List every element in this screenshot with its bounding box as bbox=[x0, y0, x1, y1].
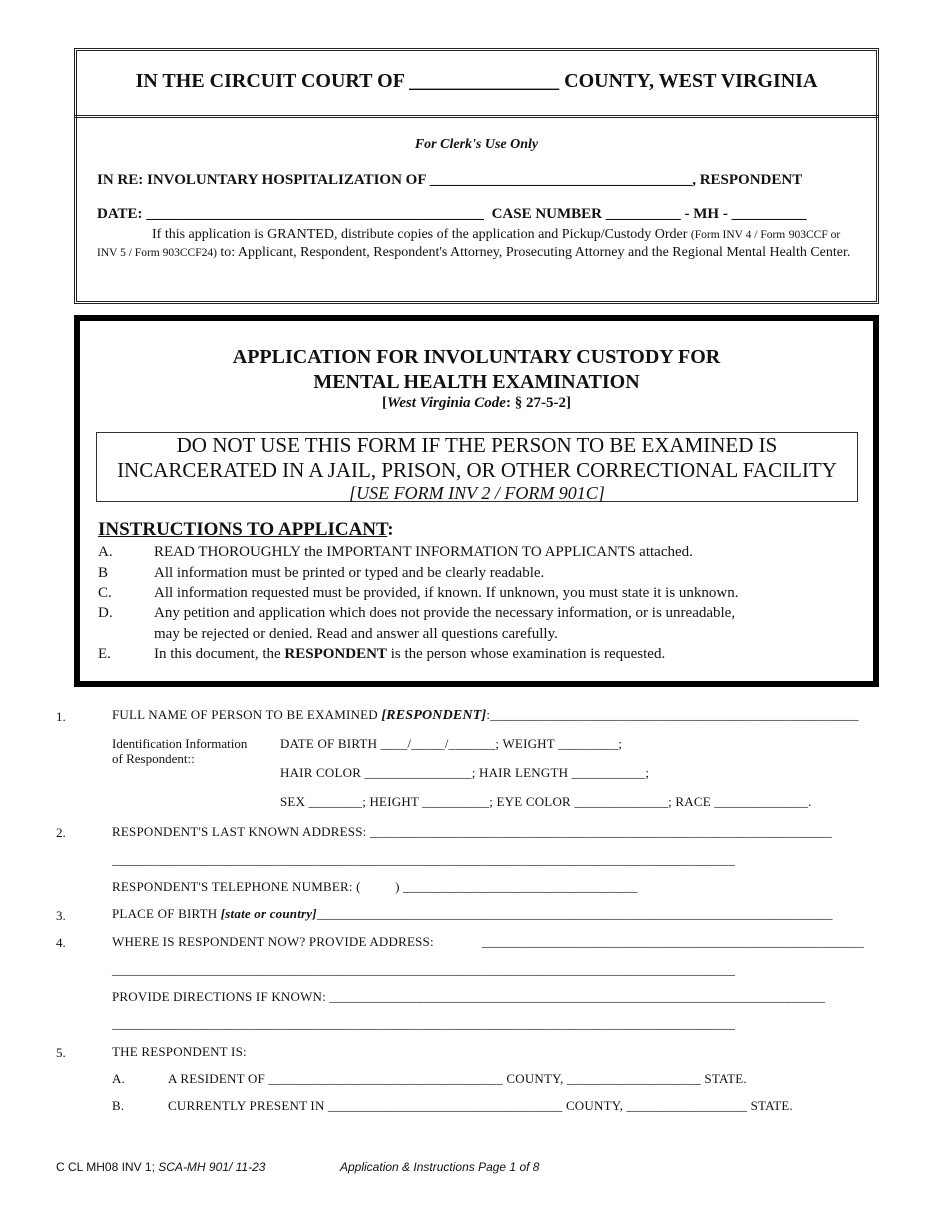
warning-line-2: INCARCERATED IN A JAIL, PRISON, OR OTHER CORRECTIONAL FACILITY bbox=[117, 458, 837, 482]
court-title-text: IN THE CIRCUIT COURT OF _______________ COUNTY, WEST VIRGINIA bbox=[135, 70, 818, 92]
instructions-heading bbox=[98, 519, 394, 541]
instruction-letter: C. bbox=[98, 585, 112, 601]
mh-label: - MH - bbox=[684, 206, 728, 222]
form-code bbox=[56, 1160, 265, 1174]
full-name-field[interactable]: :_______________________________________________________ bbox=[486, 707, 859, 722]
distribution-text-3: Mental Health Center. bbox=[726, 245, 851, 260]
citation-code: West Virginia Code bbox=[387, 395, 506, 411]
telephone-line bbox=[112, 879, 638, 895]
option-letter: B. bbox=[112, 1098, 125, 1113]
application-title-line-2: MENTAL HEALTH EXAMINATION bbox=[313, 371, 640, 393]
statute-citation bbox=[74, 395, 879, 412]
current-address-field[interactable]: _________________________________________________________ bbox=[482, 934, 864, 949]
respondent-is-label: THE RESPONDENT IS: bbox=[112, 1044, 247, 1059]
in-re-line bbox=[97, 172, 802, 189]
warning-form-reference: [USE FORM INV 2 / FORM 901C] bbox=[349, 483, 605, 503]
q1-full-name bbox=[112, 707, 859, 724]
instruction-e-bold: RESPONDENT bbox=[284, 646, 387, 662]
last-known-address-field[interactable]: RESPONDENT'S LAST KNOWN ADDRESS: _____________________________________________________________________ bbox=[112, 824, 833, 839]
date-field[interactable]: _____________________________________________ bbox=[146, 206, 484, 222]
question-number: 1. bbox=[56, 709, 66, 724]
question-number: 4. bbox=[56, 935, 66, 950]
directions-field[interactable]: PROVIDE DIRECTIONS IF KNOWN: __________________________________________________________________________ bbox=[112, 989, 826, 1004]
question-number: 3. bbox=[56, 908, 66, 923]
citation-section: : § 27-5-2] bbox=[505, 395, 571, 411]
instruction-letter: A. bbox=[98, 544, 113, 560]
date-label: DATE: bbox=[97, 206, 143, 222]
citation-open: [ bbox=[382, 395, 388, 411]
instruction-text: may be rejected or denied. Read and answer all questions carefully. bbox=[154, 626, 558, 642]
question-number: 5. bbox=[56, 1045, 66, 1060]
instruction-text-respondent bbox=[154, 646, 665, 663]
court-title bbox=[74, 48, 879, 118]
currently-present-field[interactable]: CURRENTLY PRESENT IN ___________________________________ COUNTY, __________________ STATE. bbox=[168, 1098, 793, 1113]
area-code-field[interactable]: ( ) bbox=[356, 879, 400, 894]
mh-field[interactable]: __________ bbox=[731, 206, 807, 222]
instruction-text: All information requested must be provided, if known. If unknown, you must state it is unknown. bbox=[154, 585, 739, 601]
q1-label: FULL NAME OF PERSON TO BE EXAMINED bbox=[112, 707, 378, 722]
address-line-2[interactable]: _____________________________________________________________________________________________ bbox=[112, 852, 736, 867]
current-address-line-2[interactable]: _____________________________________________________________________________________________ bbox=[112, 962, 736, 977]
form-code-revision: SCA-MH 901/ 11-23 bbox=[158, 1160, 266, 1174]
instruction-e-pre: In this document, the bbox=[154, 646, 281, 662]
instruction-letter: D. bbox=[98, 605, 113, 621]
warning-line-1: DO NOT USE THIS FORM IF THE PERSON TO BE EXAMINED IS bbox=[176, 433, 778, 457]
hair-fields[interactable]: HAIR COLOR ________________; HAIR LENGTH ___________; bbox=[280, 765, 650, 780]
in-re-suffix: , RESPONDENT bbox=[692, 172, 803, 188]
instruction-letter: E. bbox=[98, 646, 111, 662]
place-of-birth-field[interactable]: _____________________________________________________________________________ bbox=[316, 906, 833, 921]
case-number-field[interactable]: __________ bbox=[605, 206, 681, 222]
dob-weight-fields[interactable]: DATE OF BIRTH ____/_____/_______; WEIGHT _________; bbox=[280, 736, 623, 751]
instructions-heading-colon: : bbox=[387, 519, 394, 540]
resident-of-field[interactable]: A RESIDENT OF ___________________________________ COUNTY, ____________________ STATE. bbox=[168, 1071, 747, 1086]
place-of-birth-hint: [state or country] bbox=[220, 906, 317, 921]
telephone-field[interactable]: ___________________________________ bbox=[403, 879, 638, 894]
instruction-text: All information must be printed or typed and be clearly readable. bbox=[154, 565, 545, 581]
instruction-text: Any petition and application which does not provide the necessary information, or is unreadable, bbox=[154, 605, 736, 621]
in-re-prefix: IN RE: INVOLUNTARY HOSPITALIZATION OF bbox=[97, 172, 426, 188]
case-number-label: CASE NUMBER bbox=[491, 206, 602, 222]
telephone-label: RESPONDENT'S TELEPHONE NUMBER: bbox=[112, 879, 353, 894]
q1-respondent-tag: [RESPONDENT] bbox=[381, 708, 487, 723]
clerk-use-label: For Clerk's Use Only bbox=[414, 137, 539, 152]
current-location-label: WHERE IS RESPONDENT NOW? PROVIDE ADDRESS: bbox=[112, 934, 434, 949]
identification-label-2: of Respondent:: bbox=[112, 751, 195, 766]
place-of-birth-line bbox=[112, 906, 833, 922]
form-code-text: C CL MH08 INV 1; bbox=[56, 1160, 155, 1174]
distribution-form-ref-1: (Form INV 4 / Form bbox=[690, 229, 786, 241]
distribution-note bbox=[97, 226, 857, 262]
application-title bbox=[74, 345, 879, 395]
sex-height-eye-race-fields[interactable]: SEX ________; HEIGHT __________; EYE COLOR ______________; RACE ______________. bbox=[280, 794, 812, 809]
instructions-heading-text: INSTRUCTIONS TO APPLICANT bbox=[98, 519, 388, 540]
identification-label-1: Identification Information bbox=[112, 736, 248, 751]
directions-line-2[interactable]: _____________________________________________________________________________________________ bbox=[112, 1016, 736, 1031]
distribution-text-1: If this application is GRANTED, distribute copies of the application and Pickup/Custody Order bbox=[152, 227, 688, 242]
option-letter: A. bbox=[112, 1071, 126, 1086]
incarceration-warning bbox=[96, 432, 858, 502]
page-info: Application & Instructions Page 1 of 8 bbox=[340, 1160, 540, 1174]
identification-label bbox=[112, 736, 247, 766]
question-number: 2. bbox=[56, 825, 66, 840]
instruction-text: READ THOROUGHLY the IMPORTANT INFORMATION TO APPLICANTS attached. bbox=[154, 544, 693, 560]
distribution-text-2: to: Applicant, Respondent, Respondent's Attorney, Prosecuting Attorney and the Regional bbox=[220, 245, 723, 260]
date-case-line bbox=[97, 206, 807, 223]
instruction-letter: B bbox=[98, 565, 109, 581]
distribution-form-ref-2: 903CCF or INV 5 / Form 903CCF24) bbox=[97, 229, 841, 259]
application-title-line-1: APPLICATION FOR INVOLUNTARY CUSTODY FOR bbox=[232, 346, 721, 368]
in-re-blank[interactable]: ___________________________________ bbox=[429, 172, 693, 188]
instruction-e-post: is the person whose examination is requested. bbox=[390, 646, 666, 662]
place-of-birth-label: PLACE OF BIRTH bbox=[112, 906, 218, 921]
